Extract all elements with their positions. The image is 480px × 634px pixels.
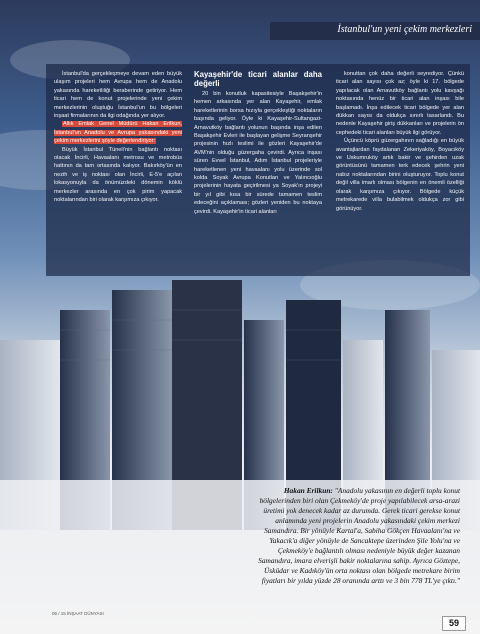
paragraph: konuttan çok daha değerli seyrediyor. Çünkü ticari alan sayısı çok az; öyle ki 17. bölgede yapılacak olan Arnavutköy bağlantı yolu kavşağı noktasında henüz bir ticari alan inşası bile başlamadı. İnşa edilecek ticari bölgede yer alan dükkan sayısı da oldukça sınırlı tasarlandı. Bu nedenle Kayaşehir giriş dükkanları ve projelerin ön cephedeki ticari alanları büyük ilgi görüyor. — [336, 71, 464, 136]
subheading: Kayaşehir'de ticari alanlar daha değerli — [194, 70, 322, 88]
quote-speaker: Hakan Erilkun: — [283, 486, 333, 495]
paragraph: Büyük İstanbul Tüneli'nin bağlantı noktası olacak İncirli, Havaalanı metrosu ve metrobüs hattının da tam ortasında kalıyor. Bakırköy'ün en nezih ve iş noktası olan İncirli, E-5'e açılan lokasyonuyla da önümüzdeki dönemin köklü merkezler arasında en çok pirim yapacak noktalarından biri olarak karşımıza çıkıyor. — [54, 146, 182, 204]
page-number: 59 — [442, 616, 466, 631]
paragraph: İstanbul'da gerçekleşmeye devam eden büyük ulaşım projeleri hem Avrupa hem de Anadolu yakasında hareketliliği beraberinde getiriyor. Hem ticari hem de konut projelerinde yeni çekim merkezlerinin oluştuğu İstanbul'un bu bölgeleri inşaat firmalarının da ilgi odağında yer alıyor. — [54, 71, 182, 120]
article-column-2 — [194, 70, 322, 216]
paragraph: Allık Emlak Genel Müdürü Hakan Erilkun, İstanbul'un Anadolu ve Avrupa yakasındaki yeni çekim merkezlerini şöyle değerlendiriyor: — [54, 121, 182, 145]
article-column-3 — [336, 70, 464, 213]
footer-label: 06 / 15 İNŞAAT DÜNYASI — [52, 611, 104, 616]
article-column-1 — [54, 70, 182, 205]
section-header — [270, 22, 480, 40]
pull-quote — [250, 486, 460, 586]
paragraph: Üçüncü köprü güzergahının sağladığı en büyük avantajlardan faydalanan Zekeriyaköy, Boyacıköy ve Uskumruköy artık bakir ve şehirden uzak görüntüsünü tamamen terk edecek şehrin yeni nabız noktalarından birini oluşturuyor. Toplu konut değil villa imarlı olması bölgenin en önemli özelliği olarak karşımıza çıkıyor. Bölgede küçük metrekarede villa bulabilmek oldukça zor gibi görünüyor. — [336, 138, 464, 212]
section-title: İstanbul'un yeni çekim merkezleri — [337, 24, 472, 35]
paragraph: 20 bin konutluk kapasitesiyle Başakşehir'in hemen arkasında yer alan Kayaşehir, emlak hareketlerinin borsa hızıyla gerçekleştiği noktaların başında geliyor. Öyle ki Kayaşehir-Sultangazi-Arnavutköy bağlantı yolunun başında inşa edilen Başakşehir Evleri ile başlayan gelişme Seyranşehir projesinin hızlı teslimi ile gözleri Kayaşehir'de AVM'nin olduğu güzergaha çevirdi. Ayrıca inşası süren Evvel İstanbul, Adım İstanbul projeleriyle hareketlenen yeni havaalanı yolu üzerinde sol kolda Soyak Avrupa Konutları ve Yalıncıoğlu projelerinin hayata geçirilmesi ya Soyak'ın projeyi bir yıl gibi kısa bir sürede tamamen teslim edeceğini açıklaması; gözleri yeniden bu noktaya çevirdi. Kayaşehir'in ticari alanları — [194, 91, 322, 215]
quote-text: "Anadolu yakasının en değerli toplu konut bölgelerinden biri olan Çekmeköy'de proje yapılabilecek arsa-arazi üretimi yok denecek kadar az durumda. Gerek ticari gerekse konut anlamında yeni projelerin Anadolu yakasındaki çekim merkezi Samandıra. Bir yönüyle Kartal'a, Sabiha Gökçen Havaalanı'na ve Yakacık'a diğer yönüyle de Sancaktepe üzerinden Şile Yolu'na ve Çekmeköy'e bağlantılı olması nedeniyle büyük değer kazanan Samandıra, imara elverişli bakir noktalarına sahip. Ayrıca Göztepe, Üsküdar ve Kadıköy'ün orta noktası olan bölgede metrekare birim fiyatları bir yılda yüzde 28 oranında arttı ve 3 bin 778 TL'ye çıktı." — [258, 486, 460, 585]
